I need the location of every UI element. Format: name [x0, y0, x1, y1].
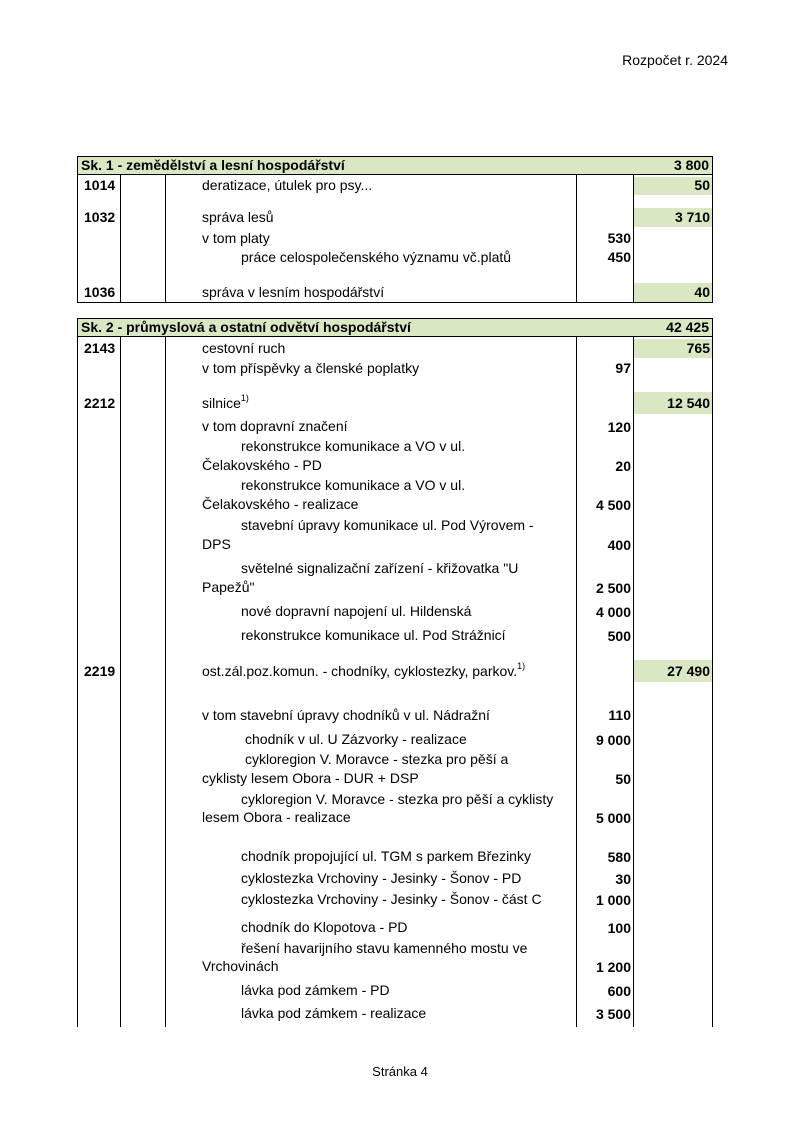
item-total: 3 710 [674, 209, 710, 225]
item-description: lávka pod zámkem - PD [241, 982, 390, 998]
table-border [77, 337, 78, 1027]
item-amount: 2 500 [595, 580, 631, 596]
paragraph-code: 2212 [84, 395, 116, 411]
item-amount: 530 [607, 230, 631, 246]
item-description: v tom platy [202, 230, 270, 246]
item-description: světelné signalizační zařízení - křižovatka "U [241, 560, 519, 576]
item-description: správa v lesním hospodářství [202, 284, 385, 300]
item-description: v tom dopravní značení [202, 418, 348, 434]
item-description: silnice$^{1)}$ [202, 393, 249, 411]
item-total: 50 [694, 177, 710, 193]
item-amount: 500 [607, 628, 631, 644]
section-1-total: 3 800 [673, 157, 709, 173]
item-amount: 450 [607, 249, 631, 265]
item-description: Čelakovského - realizace [202, 496, 359, 512]
item-amount: 3 500 [595, 1006, 631, 1022]
item-amount: 4 000 [595, 604, 631, 620]
item-total: 27 490 [667, 663, 710, 679]
item-amount: 100 [607, 920, 631, 936]
footnote-ref: 1) [240, 393, 249, 404]
paragraph-code: 1032 [84, 209, 116, 225]
table-border [712, 337, 713, 1027]
item-description: cykloregion V. Moravce - stezka pro pěší a [245, 751, 509, 767]
item-amount: 1 200 [595, 959, 631, 975]
item-description: cestovní ruch [202, 340, 286, 356]
item-amount: 1 000 [595, 892, 631, 908]
page-number: Stránka 4 [372, 1064, 428, 1079]
item-description: řešení havarijního stavu kamenného mostu ve [241, 940, 528, 956]
paragraph-code: 2219 [84, 663, 116, 679]
item-description: chodník do Klopotova - PD [241, 919, 408, 935]
item-amount: 20 [615, 458, 631, 474]
item-amount: 400 [607, 537, 631, 553]
section-1-title: Sk. 1 - zemědělství a lesní hospodářství [81, 157, 345, 173]
paragraph-code: 2143 [84, 340, 116, 356]
column-divider [633, 175, 634, 303]
footnote-ref: 1) [517, 661, 526, 672]
column-divider [120, 175, 121, 303]
item-description: chodník v ul. U Zázvorky - realizace [245, 731, 467, 747]
item-description: chodník propojující ul. TGM s parkem Březinky [241, 848, 531, 864]
item-description: správa lesů [202, 209, 274, 225]
item-description: v tom příspěvky a členské poplatky [202, 360, 420, 376]
item-amount: 600 [607, 983, 631, 999]
section-2-header [77, 318, 713, 337]
column-divider [165, 337, 166, 1027]
item-description: v tom stavební úpravy chodníků v ul. Nádražní [202, 707, 490, 723]
item-description: lávka pod zámkem - realizace [241, 1005, 427, 1021]
section-1-header [77, 156, 713, 175]
column-divider [633, 337, 634, 1027]
item-amount: 97 [615, 360, 631, 376]
item-description: rekonstrukce komunikace a VO v ul. [241, 477, 466, 493]
item-description: rekonstrukce komunikace ul. Pod Strážnicí [241, 627, 506, 643]
paragraph-code: 1036 [84, 284, 116, 300]
item-description: nové dopravní napojení ul. Hildenská [241, 603, 472, 619]
column-divider [165, 175, 166, 303]
item-total: 765 [686, 340, 710, 356]
item-description: cyklisty lesem Obora - DUR + DSP [202, 770, 419, 786]
item-description: rekonstrukce komunikace a VO v ul. [241, 438, 466, 454]
item-description: stavební úpravy komunikace ul. Pod Výrovem - [241, 517, 534, 533]
section-2-total: 42 425 [666, 319, 709, 335]
table-border [712, 175, 713, 303]
item-amount: 9 000 [595, 732, 631, 748]
item-description: práce celospolečenského významu vč.platů [241, 249, 512, 265]
item-total: 12 540 [667, 395, 710, 411]
item-description: cykloregion V. Moravce - stezka pro pěší a cyklisty [241, 791, 554, 807]
item-description: DPS [202, 536, 231, 552]
item-amount: 4 500 [595, 497, 631, 513]
column-divider [120, 337, 121, 1027]
item-description: cyklostezka Vrchoviny - Jesinky - Šonov - část C [241, 891, 542, 907]
item-description: deratizace, útulek pro psy... [202, 177, 373, 193]
item-description: ost.zál.poz.komun. - chodníky, cyklostezky, parkov.$^{1)}$ [202, 661, 526, 679]
document-header: Rozpočet r. 2024 [622, 52, 728, 68]
item-amount: 580 [607, 849, 631, 865]
item-total: 40 [694, 284, 710, 300]
item-amount: 30 [615, 871, 631, 887]
item-description: lesem Obora - realizace [202, 809, 351, 825]
paragraph-code: 1014 [84, 177, 116, 193]
column-divider [576, 175, 577, 303]
item-description: cyklostezka Vrchoviny - Jesinky - Šonov - PD [241, 870, 522, 886]
item-description: Vrchovinách [202, 958, 279, 974]
item-description: Papežů" [202, 579, 255, 595]
column-divider [576, 337, 577, 1027]
table-border [77, 175, 78, 303]
section-2-title: Sk. 2 - průmyslová a ostatní odvětví hospodářství [81, 319, 411, 335]
item-description: Čelakovského - PD [202, 457, 322, 473]
item-amount: 110 [608, 707, 631, 723]
item-amount: 120 [607, 419, 631, 435]
item-amount: 50 [615, 771, 631, 787]
item-amount: 5 000 [595, 810, 631, 826]
table-bottom-border [77, 302, 713, 303]
